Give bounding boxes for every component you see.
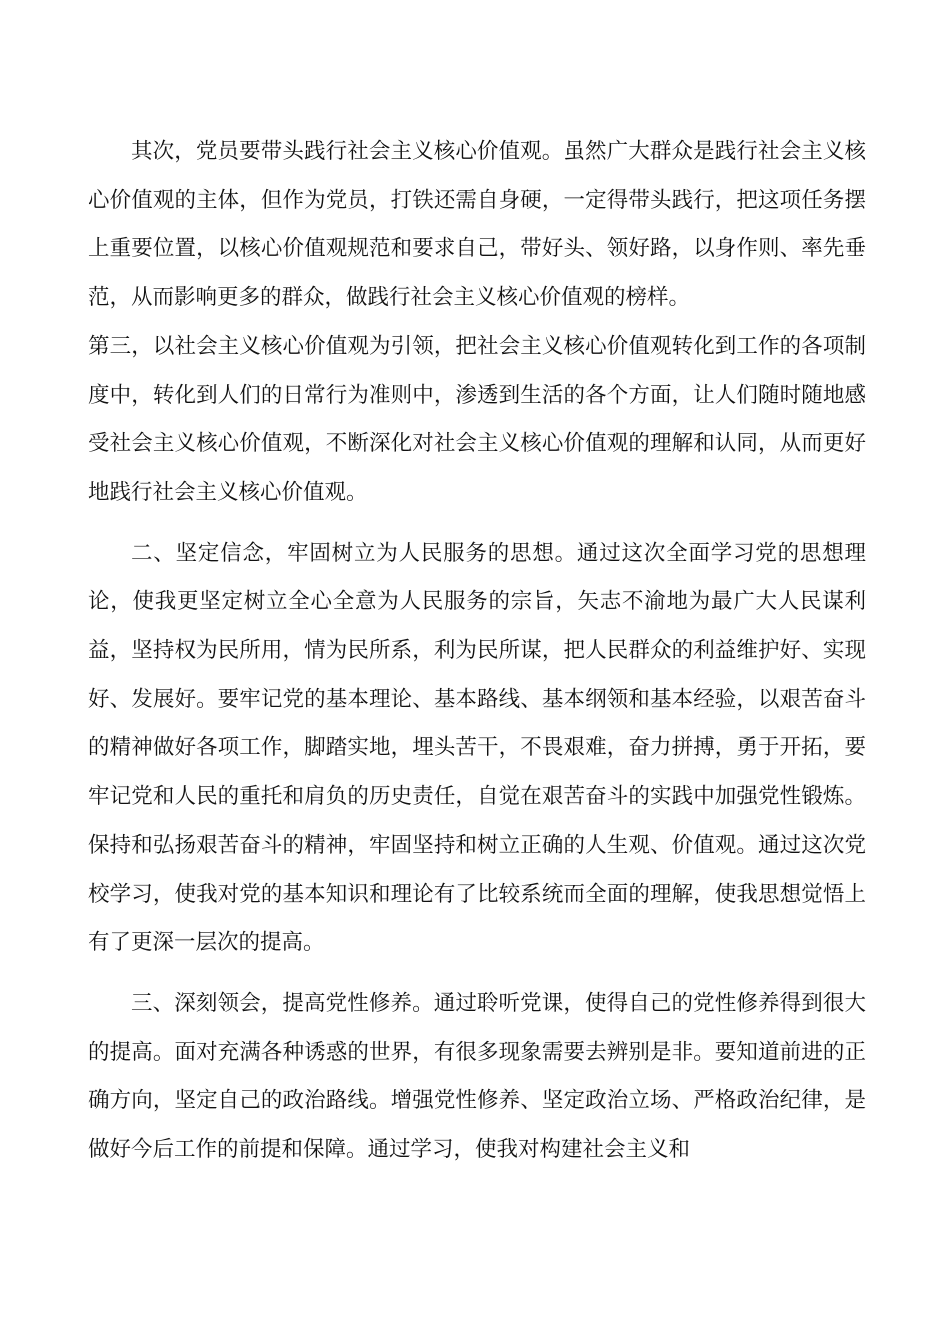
paragraph-third-guidance: 第三，以社会主义核心价值观为引领，把社会主义核心价值观转化到工作的各项制度中，转化到人们的日常行为准则中，渗透到生活的各个方面，让人们随时随地感受社会主义核心价值观，不断深化对社会主义核心价值观的理解和认同，从而更好地践行社会主义核心价值观。	[88, 333, 866, 505]
document-body	[88, 128, 866, 1175]
paragraph-section-three: 三、深刻领会，提高党性修养。通过聆听党课，使得自己的党性修养得到很大的提高。面对充满各种诱惑的世界，有很多现象需要去辨别是非。要知道前进的正确方向，坚定自己的政治路线。增强党性修养、坚定政治立场、严格政治纪律，是做好今后工作的前提和保障。通过学习，使我对构建社会主义和	[88, 990, 866, 1163]
paragraph-section-two: 二、坚定信念，牢固树立为人民服务的思想。通过这次全面学习党的思想理论，使我更坚定树立全心全意为人民服务的宗旨，矢志不渝地为最广大人民谋利益，坚持权为民所用，情为民所系，利为民所谋，把人民群众的利益维护好、实现好、发展好。要牢记党的基本理论、基本路线、基本纲领和基本经验，以艰苦奋斗的精神做好各项工作，脚踏实地，埋头苦干，不畏艰难，奋力拼搏，勇于开拓，要牢记党和人民的重托和肩负的历史责任，自觉在艰苦奋斗的实践中加强党性锻炼。保持和弘扬艰苦奋斗的精神，牢固坚持和树立正确的人生观、价值观。通过这次党校学习，使我对党的基本知识和理论有了比较系统而全面的理解，使我思想觉悟上有了更深一层次的提高。	[88, 540, 866, 956]
paragraph-party-members-lead: 其次，党员要带头践行社会主义核心价值观。虽然广大群众是践行社会主义核心价值观的主体，但作为党员，打铁还需自身硬，一定得带头践行，把这项任务摆上重要位置，以核心价值观规范和要求自己，带好头、领好路，以身作则、率先垂范，从而影响更多的群众，做践行社会主义核心价值观的榜样。	[88, 139, 866, 311]
